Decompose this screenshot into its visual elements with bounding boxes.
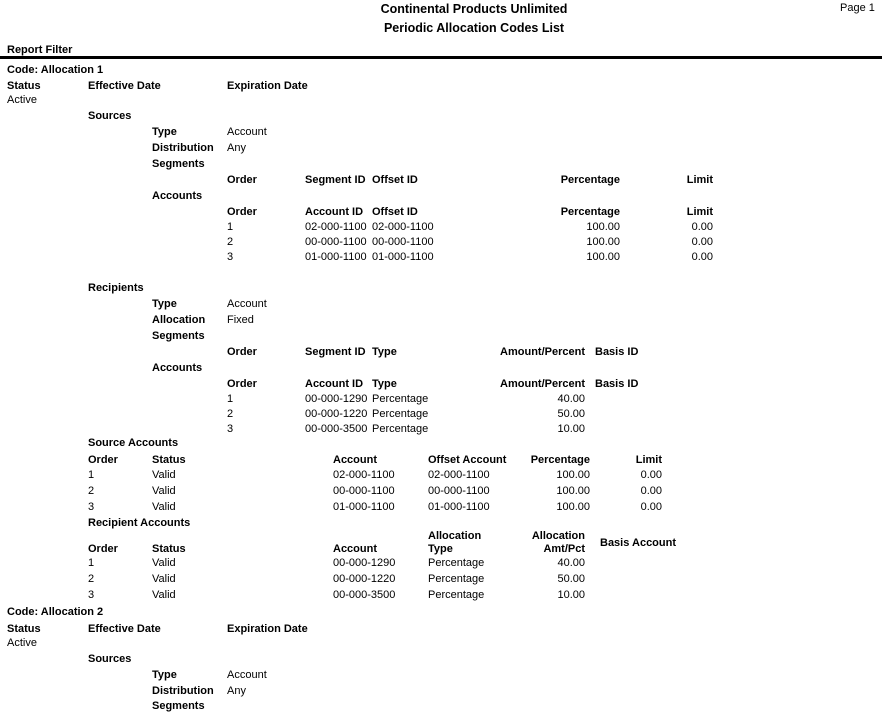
- order-cell: 1: [88, 469, 95, 481]
- order-cell: 3: [227, 251, 234, 263]
- allocation-amt-cell: 50.00: [557, 573, 585, 585]
- status-value: Active: [7, 94, 37, 106]
- status-header: Status: [152, 543, 186, 555]
- segments-header-row: [0, 174, 882, 187]
- allocation-type-cell: Percentage: [428, 557, 485, 569]
- offset-account-cell: 00-000-1100: [428, 485, 490, 497]
- amount-cell: 40.00: [557, 393, 585, 405]
- limit-header: Limit: [635, 454, 662, 466]
- source-accounts-label: Source Accounts: [88, 437, 179, 449]
- status-cell: Valid: [152, 485, 176, 497]
- offset-id-cell: 02-000-1100: [372, 221, 434, 233]
- accounts-label: Accounts: [152, 190, 203, 202]
- account-id-header: Account ID: [305, 378, 364, 390]
- type-value: Account: [227, 669, 267, 681]
- limit-cell: 0.00: [691, 251, 713, 263]
- allocation-amt-cell: 40.00: [557, 557, 585, 569]
- amount-percent-header: Amount/Percent: [500, 346, 585, 358]
- status-cell: Valid: [152, 589, 176, 601]
- table-row: [0, 423, 882, 436]
- report-company: Continental Products Unlimited: [380, 2, 568, 16]
- order-cell: 1: [227, 393, 234, 405]
- order-cell: 2: [227, 408, 234, 420]
- offset-account-header: Offset Account: [428, 454, 507, 466]
- allocation-amt-header-line2: Amt/Pct: [543, 543, 585, 555]
- offset-id-cell: 00-000-1100: [372, 236, 434, 248]
- account-id-cell: 02-000-1100: [305, 221, 367, 233]
- account-cell: 02-000-1100: [333, 469, 395, 481]
- order-cell: 2: [227, 236, 234, 248]
- segments-label: Segments: [152, 330, 205, 342]
- account-id-cell: 00-000-1100: [305, 236, 367, 248]
- status-header: Status: [7, 80, 41, 92]
- order-cell: 1: [88, 557, 95, 569]
- order-header: Order: [227, 346, 257, 358]
- table-row: [0, 236, 882, 249]
- recipients-label: Recipients: [88, 282, 144, 294]
- account-cell: 00-000-3500: [333, 589, 396, 601]
- percentage-cell: 100.00: [556, 485, 590, 497]
- basis-account-header: Basis Account: [600, 537, 677, 549]
- recipient-accounts-label: Recipient Accounts: [88, 517, 191, 529]
- table-row: [0, 557, 882, 570]
- type-cell: Percentage: [372, 393, 429, 405]
- type-label: Type: [152, 669, 177, 681]
- recipient-accounts-summary-header-line2: [0, 543, 882, 556]
- allocation-type-header-line1: Allocation: [428, 530, 482, 542]
- allocation-code: Code: Allocation 2: [7, 606, 104, 618]
- basis-id-header: Basis ID: [595, 378, 639, 390]
- segment-id-header: Segment ID: [305, 174, 366, 186]
- report-title: Periodic Allocation Codes List: [383, 21, 565, 35]
- segments-label: Segments: [152, 158, 205, 170]
- allocation-label: Allocation: [152, 314, 206, 326]
- status-cell: Valid: [152, 557, 176, 569]
- percentage-cell: 100.00: [556, 501, 590, 513]
- type-header: Type: [372, 346, 397, 358]
- table-row: [0, 469, 882, 482]
- effective-date-header: Effective Date: [88, 623, 161, 635]
- status-value: Active: [7, 637, 37, 649]
- distribution-value: Any: [227, 685, 246, 697]
- table-row: [0, 393, 882, 406]
- limit-cell: 0.00: [691, 221, 713, 233]
- expiration-date-header: Expiration Date: [227, 80, 308, 92]
- account-id-cell: 01-000-1100: [305, 251, 367, 263]
- account-id-cell: 00-000-1290: [305, 393, 368, 405]
- distribution-label: Distribution: [152, 142, 214, 154]
- table-row: [0, 589, 882, 602]
- header-rule: [0, 56, 882, 59]
- status-header: Status: [7, 623, 41, 635]
- account-header: Account: [333, 454, 377, 466]
- status-cell: Valid: [152, 501, 176, 513]
- amount-percent-header: Amount/Percent: [500, 378, 585, 390]
- effective-date-header: Effective Date: [88, 80, 161, 92]
- page-number: Page 1: [840, 2, 875, 14]
- type-label: Type: [152, 126, 177, 138]
- distribution-label: Distribution: [152, 685, 214, 697]
- expiration-date-header: Expiration Date: [227, 623, 308, 635]
- offset-id-header: Offset ID: [372, 174, 418, 186]
- limit-cell: 0.00: [640, 485, 662, 497]
- source-accounts-header-row: [0, 206, 882, 219]
- order-cell: 2: [88, 485, 95, 497]
- allocation-value: Fixed: [227, 314, 254, 326]
- accounts-label: Accounts: [152, 362, 203, 374]
- type-header: Type: [372, 378, 397, 390]
- amount-cell: 10.00: [557, 423, 585, 435]
- allocation-code: Code: Allocation 1: [7, 64, 104, 76]
- account-cell: 00-000-1100: [333, 485, 395, 497]
- recipient-segments-header-row: [0, 346, 882, 359]
- offset-id-cell: 01-000-1100: [372, 251, 434, 263]
- table-row: [0, 251, 882, 264]
- account-id-header: Account ID: [305, 206, 364, 218]
- account-cell: 01-000-1100: [333, 501, 395, 513]
- percentage-header: Percentage: [560, 206, 620, 218]
- allocation-type-cell: Percentage: [428, 573, 485, 585]
- table-row: [0, 573, 882, 586]
- order-header: Order: [227, 378, 257, 390]
- offset-id-header: Offset ID: [372, 206, 418, 218]
- segment-id-header: Segment ID: [305, 346, 366, 358]
- sources-label: Sources: [88, 110, 132, 122]
- order-cell: 2: [88, 573, 95, 585]
- table-row: [0, 408, 882, 421]
- type-label: Type: [152, 298, 177, 310]
- basis-id-header: Basis ID: [595, 346, 639, 358]
- order-cell: 3: [88, 589, 95, 601]
- table-row: [0, 501, 882, 514]
- status-cell: Valid: [152, 573, 176, 585]
- amount-cell: 50.00: [557, 408, 585, 420]
- type-value: Account: [227, 298, 267, 310]
- order-header: Order: [227, 174, 257, 186]
- allocation-type-header-line2: Type: [428, 543, 453, 555]
- order-header: Order: [88, 543, 118, 555]
- table-row: [0, 485, 882, 498]
- type-cell: Percentage: [372, 423, 429, 435]
- account-header: Account: [333, 543, 377, 555]
- percentage-header: Percentage: [530, 454, 590, 466]
- limit-header: Limit: [686, 174, 713, 186]
- order-cell: 3: [88, 501, 95, 513]
- limit-cell: 0.00: [640, 501, 662, 513]
- percentage-cell: 100.00: [556, 469, 590, 481]
- allocation-type-cell: Percentage: [428, 589, 485, 601]
- limit-header: Limit: [686, 206, 713, 218]
- limit-cell: 0.00: [640, 469, 662, 481]
- offset-account-cell: 01-000-1100: [428, 501, 490, 513]
- limit-cell: 0.00: [691, 236, 713, 248]
- percentage-cell: 100.00: [586, 221, 620, 233]
- order-cell: 3: [227, 423, 234, 435]
- sources-label: Sources: [88, 653, 132, 665]
- report-filter-label: Report Filter: [7, 44, 73, 56]
- percentage-cell: 100.00: [586, 251, 620, 263]
- order-header: Order: [88, 454, 118, 466]
- source-accounts-summary-header: [0, 454, 882, 467]
- table-row: [0, 221, 882, 234]
- order-cell: 1: [227, 221, 234, 233]
- status-header: Status: [152, 454, 186, 466]
- account-id-cell: 00-000-3500: [305, 423, 368, 435]
- allocation-amt-header-line1: Allocation: [531, 530, 585, 542]
- type-value: Account: [227, 126, 267, 138]
- account-cell: 00-000-1290: [333, 557, 396, 569]
- distribution-value: Any: [227, 142, 246, 154]
- allocation-amt-cell: 10.00: [557, 589, 585, 601]
- recipient-accounts-header-row: [0, 378, 882, 391]
- type-cell: Percentage: [372, 408, 429, 420]
- percentage-cell: 100.00: [586, 236, 620, 248]
- offset-account-cell: 02-000-1100: [428, 469, 490, 481]
- account-id-cell: 00-000-1220: [305, 408, 368, 420]
- percentage-header: Percentage: [560, 174, 620, 186]
- status-cell: Valid: [152, 469, 176, 481]
- order-header: Order: [227, 206, 257, 218]
- segments-label: Segments: [152, 700, 205, 712]
- account-cell: 00-000-1220: [333, 573, 396, 585]
